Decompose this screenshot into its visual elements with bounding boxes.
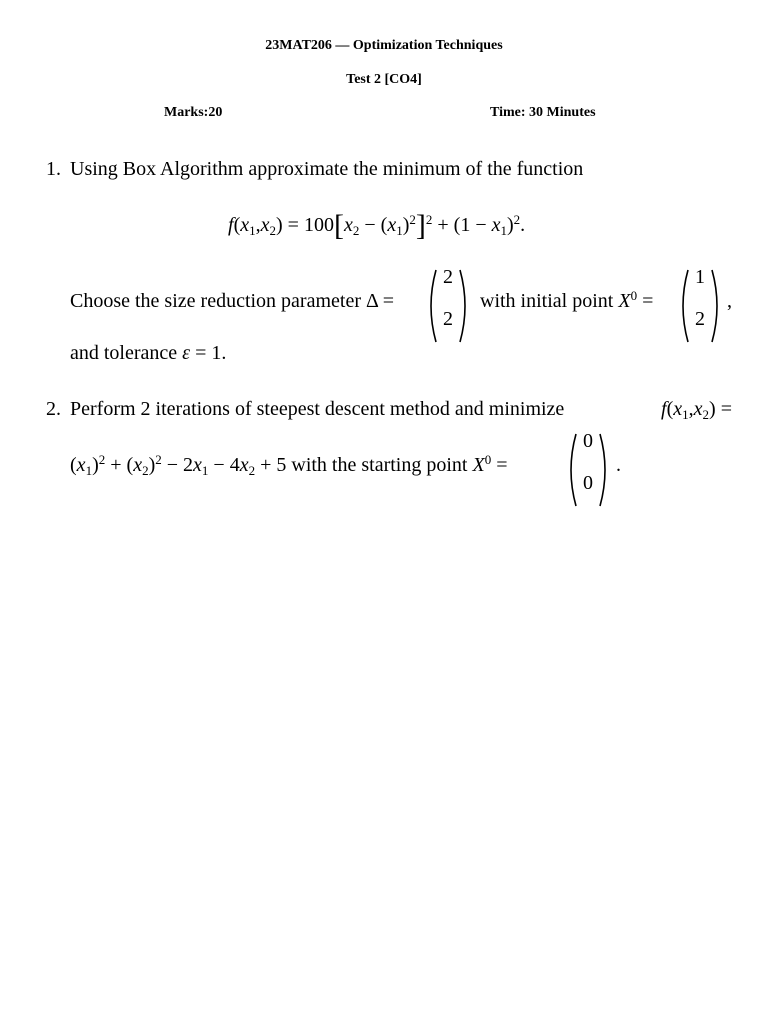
q2-function: $(x_1)^2 + (x_2)^2 - 2x_1 - 4x_2 + 5$ with the starting point $X^0$ =: [70, 452, 508, 478]
q1-delta-text: Choose the size reduction parameter Δ =: [70, 290, 395, 312]
q2-x0-v1: 0: [583, 430, 593, 452]
q1-delta-v2: 2: [443, 308, 453, 330]
marks-label: Marks:20: [164, 105, 223, 120]
q1-delta-vector: [428, 268, 468, 338]
q1-x0-v2: 2: [695, 308, 705, 330]
course-title: 23MAT206 — Optimization Techniques: [265, 38, 503, 53]
q1-tolerance: and tolerance ε = 1.: [70, 342, 227, 364]
q1-initial-text: with initial point $X^0$ =: [480, 288, 654, 312]
q1-x0-vector: [680, 268, 720, 338]
q1-number: 1.: [46, 158, 61, 180]
test-title: Test 2 [CO4]: [346, 72, 422, 87]
q1-delta-v1: 2: [443, 266, 453, 288]
q2-number: 2.: [46, 398, 61, 420]
q2-x0-vector: [568, 432, 608, 502]
q1-intro: Using Box Algorithm approximate the minimum of the function: [70, 158, 584, 180]
q1-comma: ,: [727, 290, 732, 312]
q2-x0-v2: 0: [583, 472, 593, 494]
time-label: Time: 30 Minutes: [490, 105, 596, 120]
q1-x0-v1: 1: [695, 266, 705, 288]
q1-function: $f(x_1,x_2) = 100[x_2 - (x_1)^2]^2 + (1 - x_1)^2$.: [228, 209, 526, 242]
q2-line1: Perform 2 iterations of steepest descent method and minimize $f(x_1,x_2)$ =: [70, 398, 732, 422]
q2-period: .: [616, 454, 621, 476]
